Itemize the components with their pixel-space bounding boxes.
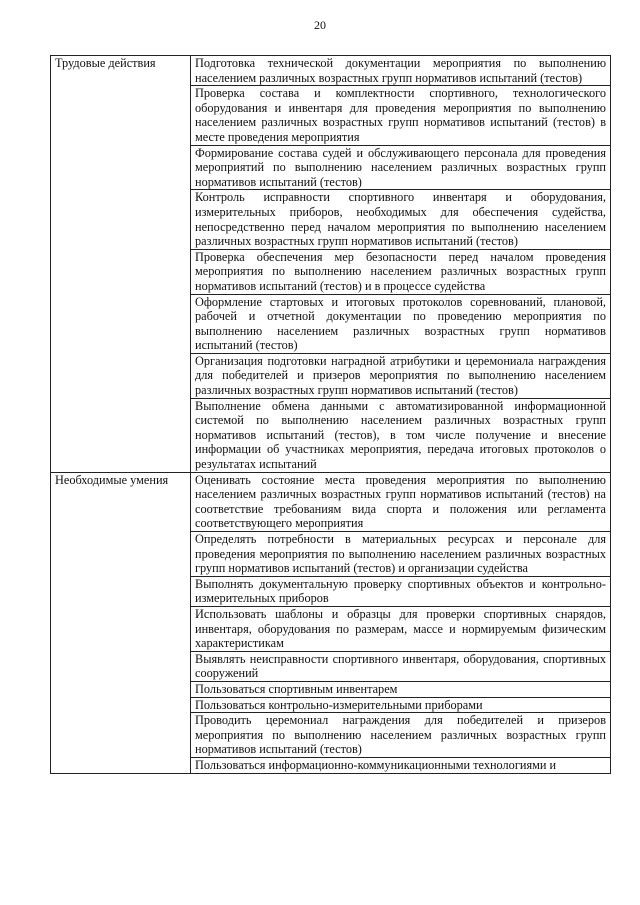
section-label-text: Необходимые умения — [55, 472, 169, 487]
item-text: Проверка обеспечения мер безопасности перед началом проведения мероприятия по выполнению населением различных возрастных групп нормативов испытаний (тестов) и в процессе судейства — [195, 249, 606, 293]
table-cell — [191, 56, 611, 86]
item-text: Организация подготовки наградной атрибутики и церемониала награждения для победителей и призеров мероприятия по выполнению населением различных возрастных групп нормативов испытаний (тестов) — [195, 353, 606, 398]
item-text: Формирование состава судей и обслуживающего персонала для проведения мероприятий по выполнению населением различных возрастных групп нормативов испытаний (тестов) — [195, 145, 606, 189]
item-text: Пользоваться информационно-коммуникационными технологиями и — [195, 757, 557, 772]
competency-table — [50, 55, 611, 774]
table-cell — [191, 353, 611, 398]
item-text: Подготовка технической документации мероприятия по выполнению населением различных возрастных групп нормативов испытаний (тестов) — [195, 56, 606, 85]
table-cell — [191, 86, 611, 145]
table-cell — [191, 472, 611, 531]
item-text: Оформление стартовых и итоговых протоколов соревнований, плановой, рабочей и отчетной документации по проведению мероприятия по выполнению населением различных возрастных групп нормативов испытаний (тестов) — [195, 294, 606, 353]
table-cell — [191, 697, 611, 713]
item-text: Пользоваться спортивным инвентарем — [195, 681, 398, 696]
table-row — [51, 472, 611, 531]
page-number: 20 — [314, 18, 326, 32]
item-text: Пользоваться контрольно-измерительными приборами — [195, 697, 483, 712]
table-cell — [191, 249, 611, 294]
item-text: Проверка состава и комплектности спортивного, технологического оборудования и инвентаря для проведения мероприятия по выполнению населением различных возрастных групп нормативов испытаний (тестов) в месте проведения мероприятия — [195, 86, 606, 144]
table-cell — [191, 294, 611, 353]
table-cell — [191, 532, 611, 577]
section-label-text: Трудовые действия — [55, 56, 156, 70]
section-label-required-skills — [51, 472, 191, 773]
item-text: Оценивать состояние места проведения мероприятия по выполнению населением различных возрастных групп нормативов испытаний (тестов) на соответствие требованиям вида спорта и положения или регламента соответствующего мероприятия — [195, 472, 606, 531]
section-label-labor-actions — [51, 56, 191, 473]
table-cell — [191, 606, 611, 651]
item-text: Проводить церемониал награждения для победителей и призеров мероприятия по выполнению населением различных возрастных групп нормативов испытаний (тестов) — [195, 713, 606, 757]
item-text: Контроль исправности спортивного инвентаря и оборудования, измерительных приборов, необходимых для обеспечения судейства, непосредственно перед началом мероприятия по выполнению населением различных возрастных групп нормативов испытаний (тестов) — [195, 190, 606, 249]
table-cell — [191, 757, 611, 773]
item-text: Определять потребности в материальных ресурсах и персонале для проведения мероприятия по выполнению населением различных возрастных групп нормативов испытаний (тестов) и организации судейства — [195, 532, 606, 576]
table-row — [51, 56, 611, 86]
item-text: Выявлять неисправности спортивного инвентаря, оборудования, спортивных сооружений — [195, 651, 606, 681]
table-cell — [191, 681, 611, 697]
table-cell — [191, 651, 611, 681]
table-cell — [191, 713, 611, 758]
table-cell — [191, 190, 611, 249]
table-cell — [191, 576, 611, 606]
item-text: Использовать шаблоны и образцы для проверки спортивных снарядов, инвентаря, оборудования по размерам, массе и нормируемым физическим характеристикам — [195, 606, 606, 651]
item-text: Выполнение обмена данными с автоматизированной информационной системой по выполнению населением различных возрастных групп нормативов испытаний (тестов), в том числе получение и внесение информации об участниках мероприятия, передача итоговых протоколов о результатах испытаний — [195, 398, 606, 472]
item-text: Выполнять документальную проверку спортивных объектов и контрольно-измерительных приборов — [195, 576, 606, 606]
table-cell — [191, 398, 611, 472]
table-cell — [191, 145, 611, 190]
